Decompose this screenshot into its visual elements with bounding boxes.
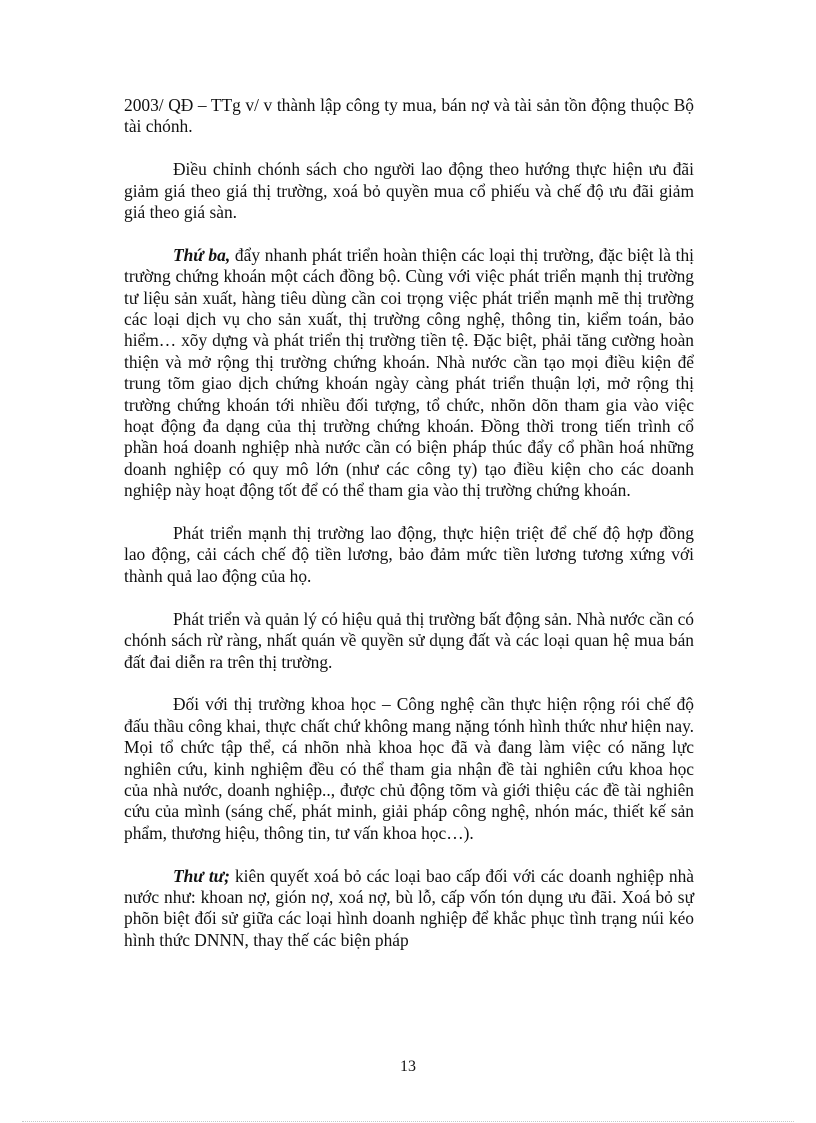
paragraph-text: 2003/ QĐ – TTg v/ v thành lập công ty mua, bán nợ và tài sản tồn động thuộc Bộ tài chónh. [124,95,694,137]
paragraph-text: Phát triển và quản lý có hiệu quả thị trường bất động sản. Nhà nước cần có chónh sách rừ ràng, nhất quán về quyền sử dụng đất và các loại quan hệ mua bán đất đai diễn ra trên thị trường. [124,608,694,672]
paragraph-text: Phát triển mạnh thị trường lao động, thực hiện triệt để chế độ hợp đồng lao động, cải cách chế độ tiền lương, bảo đảm mức tiền lương tương xứng với thành quả lao động của họ. [124,523,694,586]
paragraph [124,245,694,502]
paragraph-text: Điều chỉnh chónh sách cho người lao động theo hướng thực hiện ưu đãi giảm giá theo giá thị trường, xoá bỏ quyền mua cổ phiếu và chế độ ưu đãi giảm giá theo giá sàn. [124,159,694,223]
paragraph [124,609,694,673]
page-bottom-divider [22,1121,794,1122]
paragraph-text: đẩy nhanh phát triển hoàn thiện các loại thị trường, đặc biệt là thị trường chứng khoán một cách đồng bộ. Cùng với việc phát triển mạnh thị trường tư liệu sản xuất, hàng tiêu dùng cần coi trọng việc phát triển mạnh mẽ thị trường các loại dịch vụ cho sản xuất, thị trường công nghệ, thông tin, kiểm toán, bảo hiểm… xõy dựng và phát triển thị trường tiền tệ. Đặc biệt, phải tăng cường hoàn thiện và mở rộng thị trường chứng khoán. Nhà nước cần tạo mọi điều kiện để trung tõm giao dịch chứng khoán ngày càng phát triển thuận lợi, mở rộng thị trường chứng khoán tới nhiều đối tượng, tổ chức, nhõn dõn tham gia vào việc hoạt động đa dạng của thị trường chứng khoán. Đồng thời trong tiến trình cổ phần hoá doanh nghiệp nhà nước cần có biện pháp thúc đẩy cổ phần hoá những doanh nghiệp có quy mô lớn (như các công ty) tạo điều kiện cho các doanh nghiệp này hoạt động tốt để có thể tham gia vào thị trường chứng khoán. [124,244,694,501]
document-body [124,95,694,973]
paragraph-lead: Thư tư; [173,865,230,886]
paragraph-text: kiên quyết xoá bỏ các loại bao cấp đối với các doanh nghiệp nhà nước như: khoan nợ, gión nợ, xoá nợ, bù lỗ, cấp vốn tón dụng ưu đãi. Xoá bỏ sự phõn biệt đối sử giữa các loại hình doanh nghiệp để khắc phục tình trạng núi kéo hình thức DNNN, thay thế các biện pháp [124,865,694,950]
paragraph-lead: Thứ ba, [173,244,231,265]
paragraph [124,866,694,952]
paragraph [124,694,694,844]
paragraph-text: Đối với thị trường khoa học – Công nghệ cần thực hiện rộng rói chế độ đấu thầu công khai, thực chất chứ không mang nặng tónh hình thức như hiện nay. Mọi tổ chức tập thể, cá nhõn nhà khoa học đã và đang làm việc có năng lực nghiên cứu, kinh nghiệm đều có thể tham gia nhận đề tài nghiên cứu khoa học của nhà nước, doanh nghiệp.., được chủ động tõm và giới thiệu các đề tài nghiên cứu của mình (sáng chế, phát minh, giải pháp công nghệ, nhón mác, thiết kế sản phẩm, thương hiệu, thông tin, tư vấn khoa học…). [124,694,694,843]
page-number: 13 [400,1058,416,1075]
paragraph [124,159,694,223]
paragraph [124,95,694,138]
paragraph [124,523,694,587]
